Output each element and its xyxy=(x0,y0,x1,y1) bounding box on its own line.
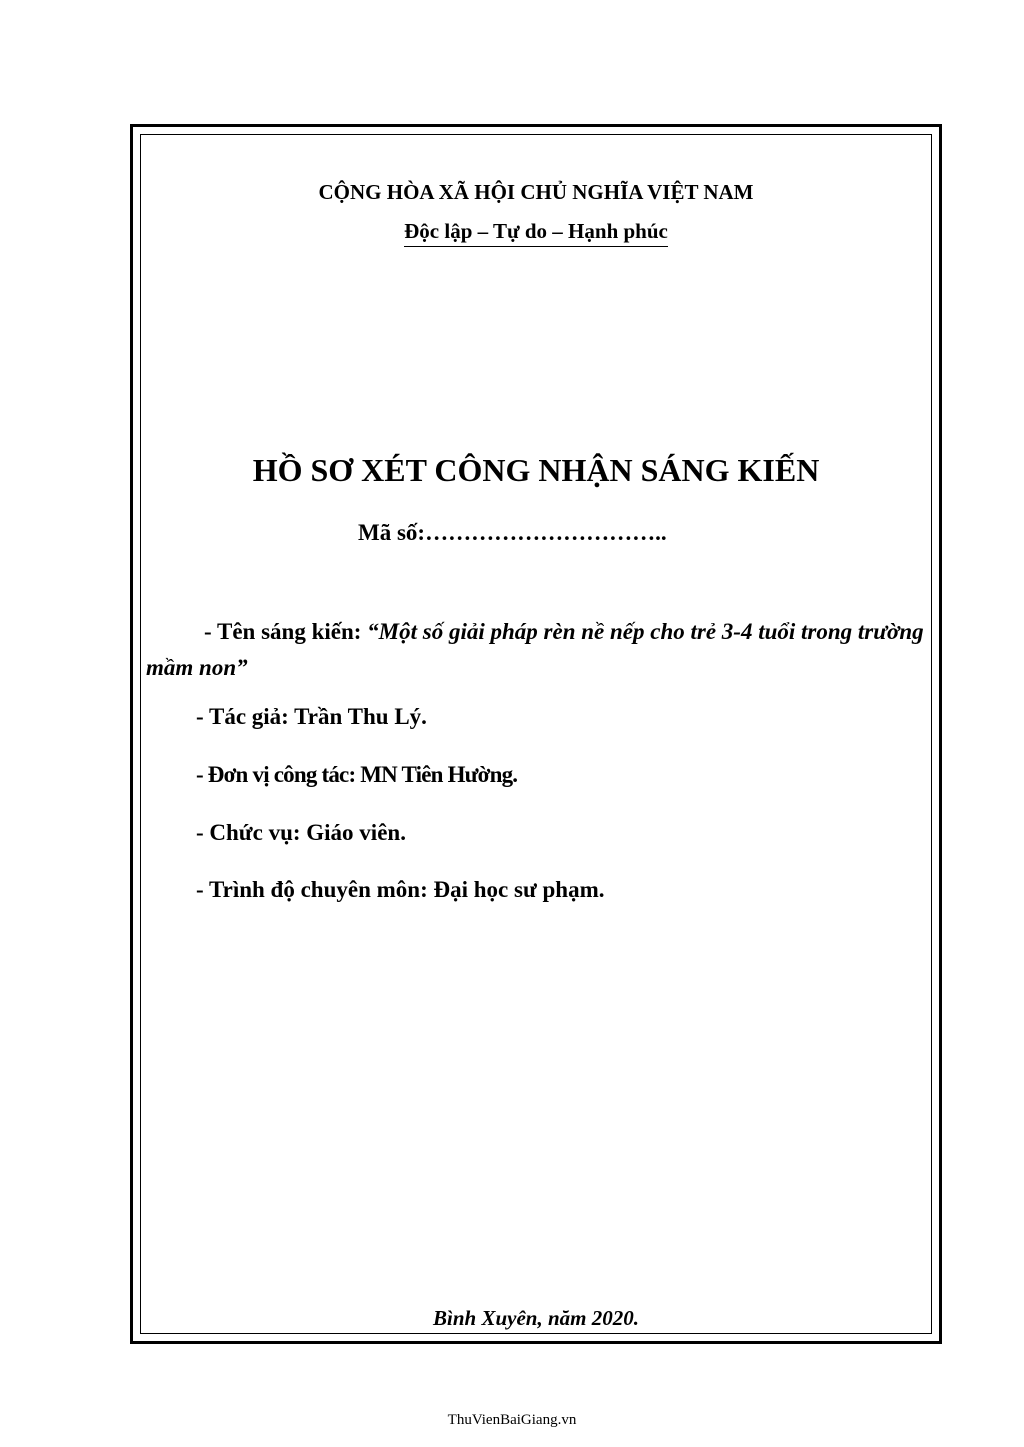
motto-line xyxy=(140,219,932,247)
document-title: HỒ SƠ XÉT CÔNG NHẬN SÁNG KIẾN xyxy=(252,452,820,488)
position-line: - Chức vụ: Giáo viên. xyxy=(196,820,406,845)
document-code: Mã số:………………………….. xyxy=(358,520,667,545)
nation-heading: CỘNG HÒA XÃ HỘI CHỦ NGHĨA VIỆT NAM xyxy=(318,180,754,204)
author-line: - Tác giả: Trần Thu Lý. xyxy=(196,704,427,729)
place-date: Bình Xuyên, năm 2020. xyxy=(433,1306,639,1330)
initiative-name: “Một số giải pháp rèn nề nếp cho trẻ 3-4 tuổi trong trường mầm non” xyxy=(146,619,924,680)
footer-watermark: ThuVienBaiGiang.vn xyxy=(447,1412,577,1428)
page-border-inner xyxy=(140,134,932,1334)
qualification-line: - Trình độ chuyên môn: Đại học sư phạm. xyxy=(196,877,605,902)
initiative-paragraph xyxy=(146,614,926,686)
unit-line: - Đơn vị công tác: MN Tiên Hường. xyxy=(196,762,518,787)
motto: Độc lập – Tự do – Hạnh phúc xyxy=(404,219,668,247)
initiative-label: - Tên sáng kiến: xyxy=(204,619,368,644)
